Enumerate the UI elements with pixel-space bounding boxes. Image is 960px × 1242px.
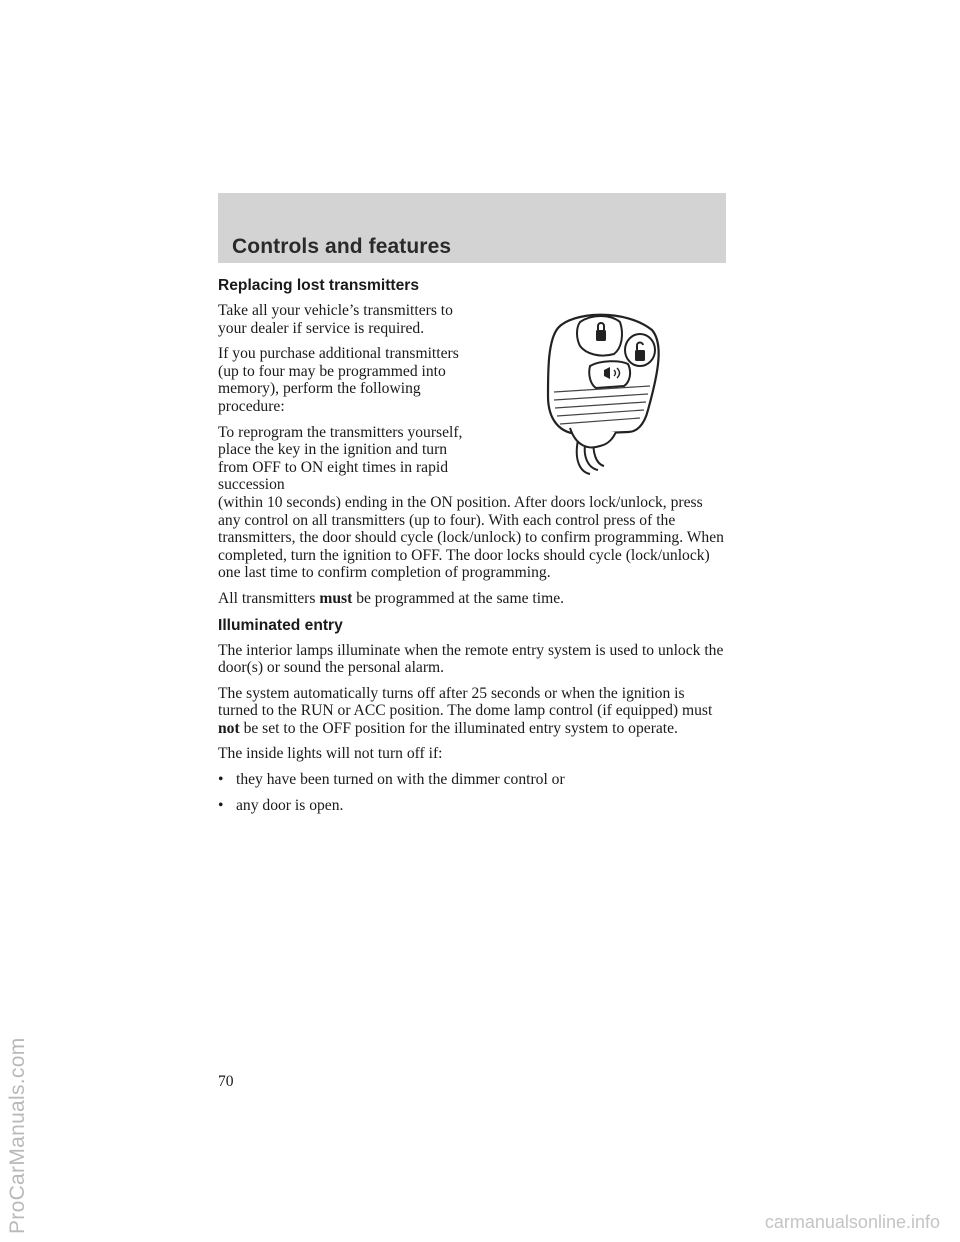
paragraph: The interior lamps illuminate when the remote entry system is used to unlock the door(s) or sound the personal alarm. bbox=[218, 641, 724, 677]
list-item: • any door is open. bbox=[218, 796, 344, 814]
paragraph: (within 10 seconds) ending in the ON position. After doors lock/unlock, press any control on all transmitters (up to four). With each control press of the transmitters, the door should cycle (lock/unlock) to confirm programming. When completed, turn the ignition to OFF. The door locks should cycle (lock/unlock) one last time to confirm completion of programming. bbox=[218, 493, 724, 582]
section-heading-replacing-transmitters: Replacing lost transmitters bbox=[218, 277, 420, 294]
list-item: • they have been turned on with the dimmer control or bbox=[218, 771, 565, 789]
content bbox=[218, 276, 728, 822]
section-heading-illuminated-entry: Illuminated entry bbox=[218, 616, 343, 634]
header-band bbox=[218, 193, 726, 263]
paragraph: To reprogram the transmitters yourself, place the key in the ignition and turn from OFF to ON eight times in rapid succession bbox=[218, 423, 463, 494]
emphasis: must bbox=[319, 589, 353, 607]
paragraph: The inside lights will not turn off if: bbox=[218, 745, 443, 763]
bullet-icon: • bbox=[218, 771, 224, 789]
footer-watermark: carmanualsonline.info bbox=[764, 1212, 940, 1232]
paragraph: Take all your vehicle’s transmitters to your dealer if service is required. bbox=[218, 302, 453, 337]
watermark: ProCarManuals.com bbox=[6, 1037, 29, 1234]
paragraph: If you purchase additional transmitters (up to four may be programmed into memory), perform the following procedure: bbox=[218, 345, 459, 415]
page-number: 70 bbox=[218, 1073, 234, 1090]
emphasis: not bbox=[218, 719, 240, 737]
paragraph: The system automatically turns off after 25 seconds or when the ignition is turned to the RUN or ACC position. The dome lamp control (if equipped) must not be set to the OFF position for the illuminated entry system to operate. bbox=[218, 684, 713, 737]
page-title: Controls and features bbox=[232, 235, 452, 258]
paragraph: All transmitters must be programmed at the same time. bbox=[218, 589, 565, 607]
bullet-icon: • bbox=[218, 796, 224, 814]
bullet-list bbox=[218, 771, 728, 814]
